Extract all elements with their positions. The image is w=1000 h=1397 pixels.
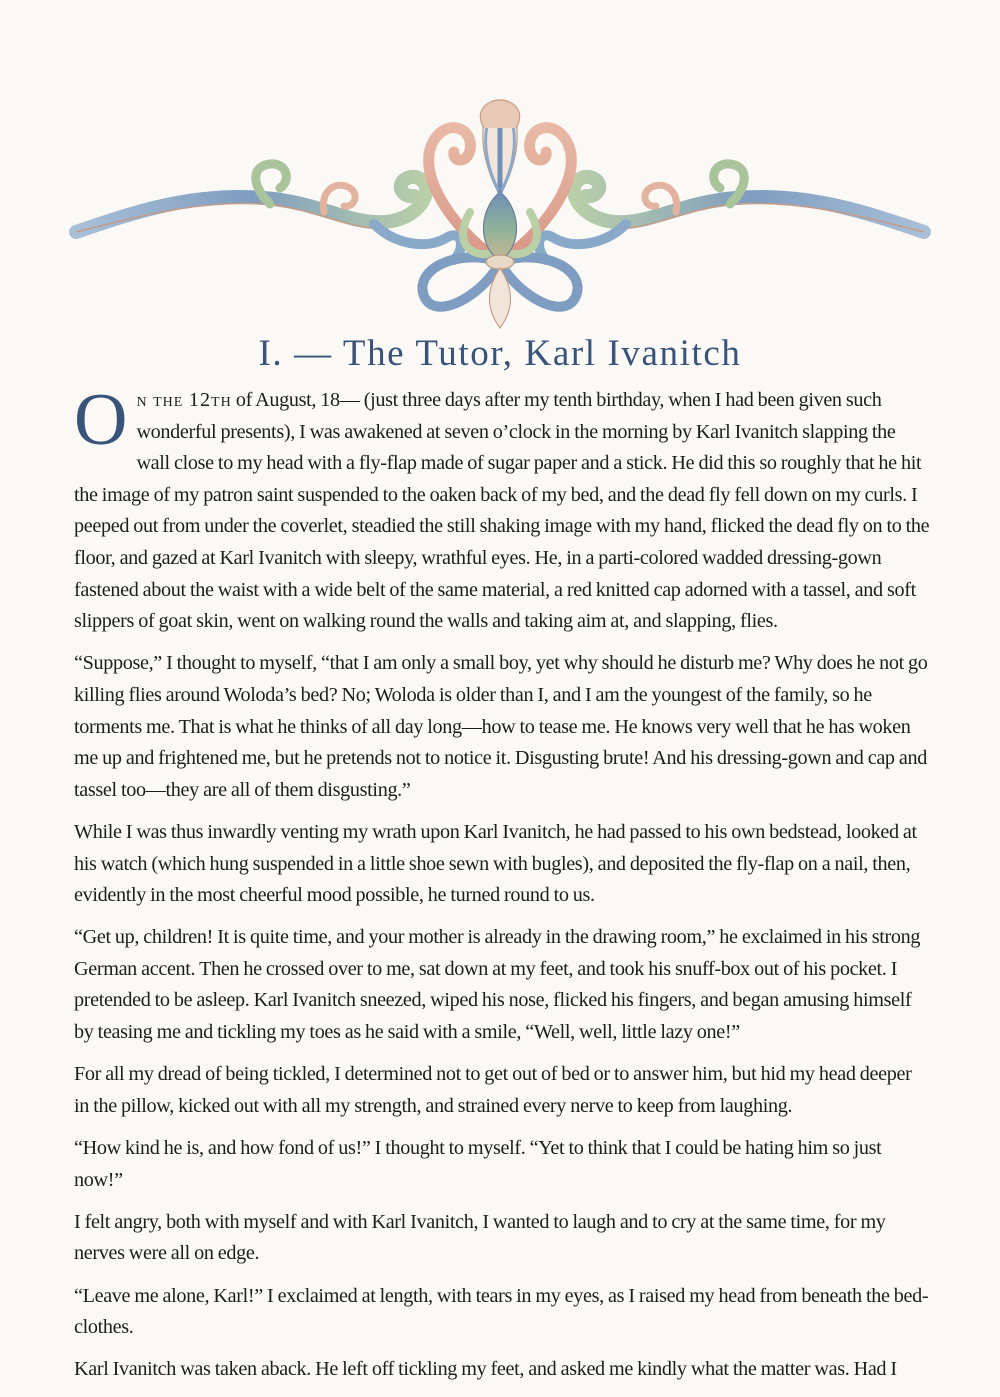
chapter-title: I. — The Tutor, Karl Ivanitch xyxy=(258,333,742,374)
paragraph-text: of August, 18— (just three days after my tenth birthday, when I had been given such wonderful presents), I was awakened at seven o’clock in the morning by Karl Ivanitch slapping the wall close to my head with a fly-flap made of sugar paper and a stick. He did this so roughly that he hit the image of my patron saint suspended to the oaken back of my bed, and the dead fly fell down on my curls. I peeped out from under the coverlet, steadied the still shaking image with my hand, flicked the dead fly on to the floor, and gazed at Karl Ivanitch with sleepy, wrathful eyes. He, in a parti-colored wadded dressing-gown fastened about the waist with a wide belt of the same material, a red knitted cap adorned with a tassel, and soft slippers of goat skin, went on walking round the walls and taking aim at, and slapping, flies. xyxy=(74,389,930,633)
paragraph: “How kind he is, and how fond of us!” I thought to myself. “Yet to think that I could be hating him so just now!” xyxy=(74,1137,882,1191)
small-caps-lead: n the 12th xyxy=(136,389,232,411)
paragraph: “Leave me alone, Karl!” I exclaimed at length, with tears in my eyes, as I raised my head from beneath the bed-clothes. xyxy=(74,1284,929,1339)
paragraph: “Get up, children! It is quite time, and your mother is already in the drawing room,” he exclaimed in his strong German accent. Then he crossed over to me, sat down at my feet, and took his snuff-box out of his pocket. I pretended to be asleep. Karl Ivanitch sneezed, wiped his nose, flicked his fingers, and began amusing himself by teasing me and tickling my toes as he said with a smile, “Well, well, little lazy one!” xyxy=(74,926,921,1044)
paragraph: For all my dread of being tickled, I determined not to get out of bed or to answer him, but hid my head deeper in the pillow, kicked out with all my strength, and strained every nerve to keep from laughing. xyxy=(74,1063,912,1117)
chapter-body xyxy=(74,379,930,1397)
paragraph: Karl Ivanitch was taken aback. He left off tickling my feet, and asked me kindly what the matter was. Had I xyxy=(74,1358,897,1381)
paragraph xyxy=(74,379,930,638)
paragraph: I felt angry, both with myself and with Karl Ivanitch, I wanted to laugh and to cry at the same time, for my nerves were all on edge. xyxy=(74,1210,886,1265)
paragraph: “Suppose,” I thought to myself, “that I am only a small boy, yet why should he disturb me? Why does he not go killing flies around Woloda’s bed? No; Woloda is older than I, and I am the youngest of the family, so he torments me. That is what he thinks of all day long—how to tease me. He knows very well that he has woken me up and frightened me, but he pretends not to notice it. Disgusting brute! And his dressing-gown and cap and tassel too—they are all of them disgusting.” xyxy=(74,652,928,801)
paragraph: While I was thus inwardly venting my wrath upon Karl Ivanitch, he had passed to his own bedstead, looked at his watch (which hung suspended in a little shoe sewn with bugles), and deposited the fly-flap on a nail, then, evidently in the most cheerful mood possible, he turned round to us. xyxy=(74,820,917,907)
drop-cap: O xyxy=(74,379,128,461)
floral-scroll-ornament-icon xyxy=(74,100,926,332)
